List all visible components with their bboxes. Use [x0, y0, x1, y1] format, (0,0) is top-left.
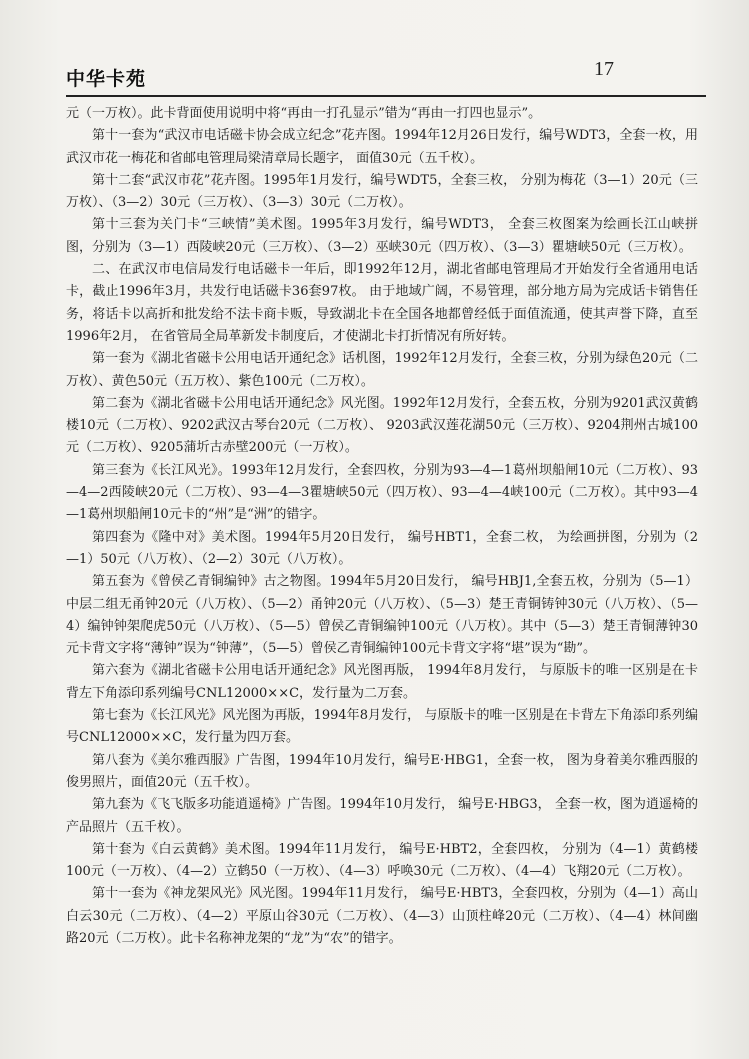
paragraph: 第三套为《长江风光》。1993年12月发行，全套四枚，分别为93—4—1葛州坝船闸10元（二万枚）、93—4—2西陵峡20元（二万枚）、93—4—3瞿塘峡50元（四万枚）、93—4—4峡100元（二万枚）。其中93—4—1葛州坝船闸10元卡的“州”是“洲”的错字。	[66, 462, 698, 523]
header-divider	[66, 95, 706, 97]
paragraph: 第一套为《湖北省磁卡公用电话开通纪念》话机图，1992年12月发行，全套三枚，分别为绿色20元（二万枚）、黄色50元（五万枚）、紫色100元（二万枚）。	[66, 351, 698, 389]
paragraph: 元（一万枚）。此卡背面使用说明中将“再由一打孔显示”错为“再由一打四也显示”。	[66, 106, 542, 121]
paragraph: 第二套为《湖北省磁卡公用电话开通纪念》风光图。1992年12月发行，全套五枚，分别为9201武汉黄鹤楼10元（二万枚）、9202武汉古琴台20元（二万枚）、 9203武汉莲花湖50元（三万枚）、9204荆州古城100元（二万枚）、9205蒲圻古赤壁200元（一万枚）。	[66, 395, 698, 456]
page-header	[66, 58, 706, 92]
paragraph: 第十一套为《神龙架风光》风光图。1994年11月发行， 编号E·HBT3，全套四枚，分别为（4—1）高山白云30元（二万枚）、（4—2）平原山谷30元（二万枚）、（4—3）山顶柱峰20元（二万枚）、（4—4）林间幽路20元（二万枚）。此卡名称神龙架的“龙”为“农”的错字。	[66, 886, 698, 946]
paragraph: 第十二套“武汉市花”花卉图。1995年1月发行，编号WDT5，全套三枚， 分别为梅花（3—1）20元（三万枚）、（3—2）30元（三万枚）、（3—3）30元（二万枚）。	[66, 172, 698, 211]
article-body	[66, 103, 698, 950]
paragraph: 第五套为《曾侯乙青铜编钟》古之物图。1994年5月20日发行， 编号HBJ1,全套五枚，分别为（5—1）中层二组无甬钟20元（八万枚）、（5—2）甬钟20元（八万枚）、（5—3）楚王青铜铸钟30元（八万枚）、（5—4）编钟钟架爬虎50元（八万枚）、（5—5）曾侯乙青铜编钟100元（八万枚）。其中（5—3）楚王青铜薄钟30元卡背文字将“薄钟”误为“钟薄”，（5—5）曾侯乙青铜编钟100元卡背文字将“堪”误为“勘”。	[66, 574, 698, 657]
paragraph: 第六套为《湖北省磁卡公用电话开通纪念》风光图再版， 1994年8月发行， 与原版卡的唯一区别是在卡背左下角添印系列编号CNL12000××C，发行量为二万套。	[66, 663, 698, 701]
paragraph: 第九套为《飞飞版多功能逍遥椅》广告图。1994年10月发行， 编号E·HBG3， 全套一枚，图为逍遥椅的产品照片（五千枚）。	[66, 797, 698, 835]
magazine-title: 中华卡苑	[66, 68, 147, 90]
paragraph: 第八套为《美尔雅西服》广告图，1994年10月发行，编号E·HBG1，全套一枚， 图为身着美尔雅西服的俊男照片，面值20元（五千枚）。	[66, 752, 698, 790]
page-number: 17	[594, 58, 614, 80]
paragraph: 第四套为《隆中对》美术图。1994年5月20日发行， 编号HBT1，全套二枚， 为绘画拼图，分别为（2—1）50元（八万枚）、（2—2）30元（八万枚）。	[66, 529, 698, 567]
paragraph: 二、在武汉市电信局发行电话磁卡一年后，即1992年12月，湖北省邮电管理局才开始发行全省通用电话卡，截止1996年3月，共发行电话磁卡36套97枚。 由于地域广阔，不易管理，部分地方局为完成话卡销售任务，将话卡以高折和批发给不法卡商卡贩，导致湖北卡在全国各地都曾经低于面值流通，使其声誉下降，直至1996年2月， 在省管局全局革新发卡制度后，才使湖北卡打折情况有所好转。	[66, 262, 698, 344]
paragraph: 第十一套为“武汉市电话磁卡协会成立纪念”花卉图。1994年12月26日发行，编号WDT3，全套一枚，用武汉市花一梅花和省邮电管理局梁清章局长题字， 面值30元（五千枚）。	[66, 128, 698, 166]
paragraph: 第七套为《长江风光》风光图为再版，1994年8月发行， 与原版卡的唯一区别是在卡背左下角添印系列编号CNL12000××C，发行量为四万套。	[66, 708, 698, 746]
paragraph: 第十套为《白云黄鹤》美术图。1994年11月发行， 编号E·HBT2，全套四枚， 分别为（4—1）黄鹤楼100元（一万枚）、（4—2）立鹤50（一万枚）、（4—3）呼唤30元（二万枚）、（4—4）飞翔20元（二万枚）。	[66, 841, 698, 880]
paragraph: 第十三套为关门卡“三峡情”美术图。1995年3月发行，编号WDT3， 全套三枚图案为绘画长江山峡拼图，分别为（3—1）西陵峡20元（三万枚）、（3—2）巫峡30元（四万枚）、（3—3）瞿塘峡50元（三万枚）。	[66, 217, 698, 255]
show-through-mark	[636, 62, 706, 82]
